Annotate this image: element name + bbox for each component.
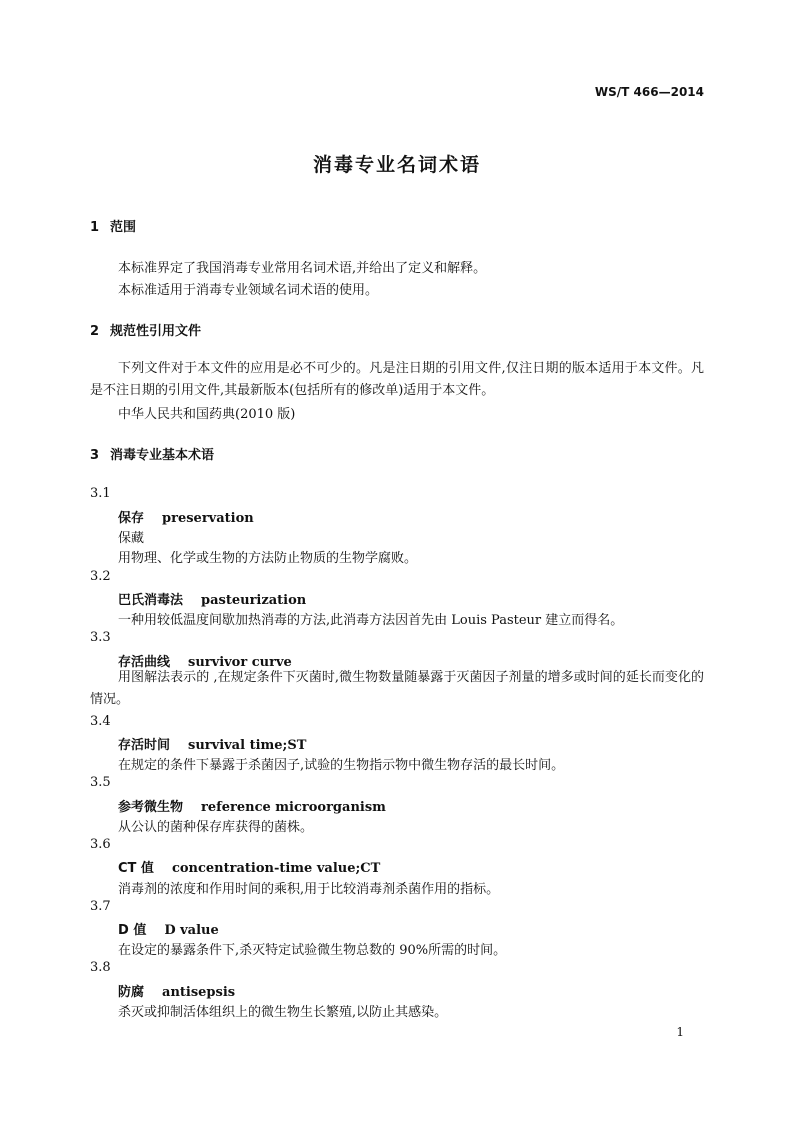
term-number: 3.6 [90,837,111,852]
term-zh: 存活曲线 [118,655,171,670]
term-definition: 一种用较低温度间歇加热消毒的方法,此消毒方法因首先由 Louis Pasteur 建立而得名。 [118,613,624,628]
term-zh: 存活时间 [118,738,171,753]
term-heading [118,796,386,815]
term-definition: 消毒剂的浓度和作用时间的乘积,用于比较消毒剂杀菌作用的指标。 [118,882,500,897]
term-zh: 巴氏消毒法 [118,593,184,608]
term-number: 3.4 [90,714,111,729]
term-zh: D 值 [118,923,147,938]
term-heading [118,589,306,608]
term-heading [118,857,380,876]
page-number: 1 [676,1025,684,1039]
term-definition: 用图解法表示的 ,在规定条件下灭菌时,微生物数量随暴露于灭菌因子剂量的增多或时间的延长而变化的情况。 [90,670,704,707]
term-en: survival time;ST [188,738,307,753]
paragraph: 下列文件对于本文件的应用是必不可少的。凡是注日期的引用文件,仅注日期的版本适用于本文件。凡是不注日期的引用文件,其最新版本(包括所有的修改单)适用于本文件。 [90,361,704,398]
term-heading [118,734,306,753]
term-heading [118,919,219,938]
section-title: 消毒专业基本术语 [110,448,215,463]
term-en: antisepsis [162,985,236,1000]
term-zh: 防腐 [118,985,145,1000]
section-number: 1 [90,220,100,235]
term-en: pasteurization [201,593,307,608]
section-heading-1 [90,216,136,235]
term-en: survivor curve [188,655,292,670]
term-zh: 保存 [118,511,145,526]
term-zh: 参考微生物 [118,800,184,815]
term-number: 3.5 [90,775,111,790]
document-title: 消毒专业名词术语 [312,154,481,176]
section-number: 3 [90,448,100,463]
term-zh: CT 值 [118,861,154,876]
term-en: concentration-time value;CT [171,861,381,876]
term-number: 3.2 [90,569,111,584]
term-number: 3.1 [90,486,111,501]
term-number: 3.7 [90,899,111,914]
section-heading-3 [90,444,214,463]
section-title: 范围 [110,220,137,235]
document-code: WS/T 466—2014 [594,85,704,99]
term-heading [118,981,235,1000]
term-synonym: 保藏 [118,531,145,546]
term-definition: 在规定的条件下暴露于杀菌因子,试验的生物指示物中微生物存活的最长时间。 [118,758,565,773]
term-definition: 在设定的暴露条件下,杀灭特定试验微生物总数的 90%所需的时间。 [118,943,507,958]
term-number: 3.8 [90,960,111,975]
paragraph: 中华人民共和国药典(2010 版) [118,407,296,422]
term-definition: 杀灭或抑制活体组织上的微生物生长繁殖,以防止其感染。 [118,1005,448,1020]
term-en: preservation [162,511,254,526]
section-title: 规范性引用文件 [110,324,202,339]
paragraph: 本标准适用于消毒专业领域名词术语的使用。 [118,283,379,298]
term-en: D value [164,923,219,938]
term-definition: 从公认的菌种保存库获得的菌株。 [118,820,314,835]
section-heading-2 [90,320,201,339]
section-number: 2 [90,324,100,339]
term-number: 3.3 [90,630,111,645]
paragraph: 本标准界定了我国消毒专业常用名词术语,并给出了定义和解释。 [118,261,487,276]
term-en: reference microorganism [201,800,386,815]
term-definition: 用物理、化学或生物的方法防止物质的生物学腐败。 [118,551,418,566]
term-heading [118,507,254,526]
